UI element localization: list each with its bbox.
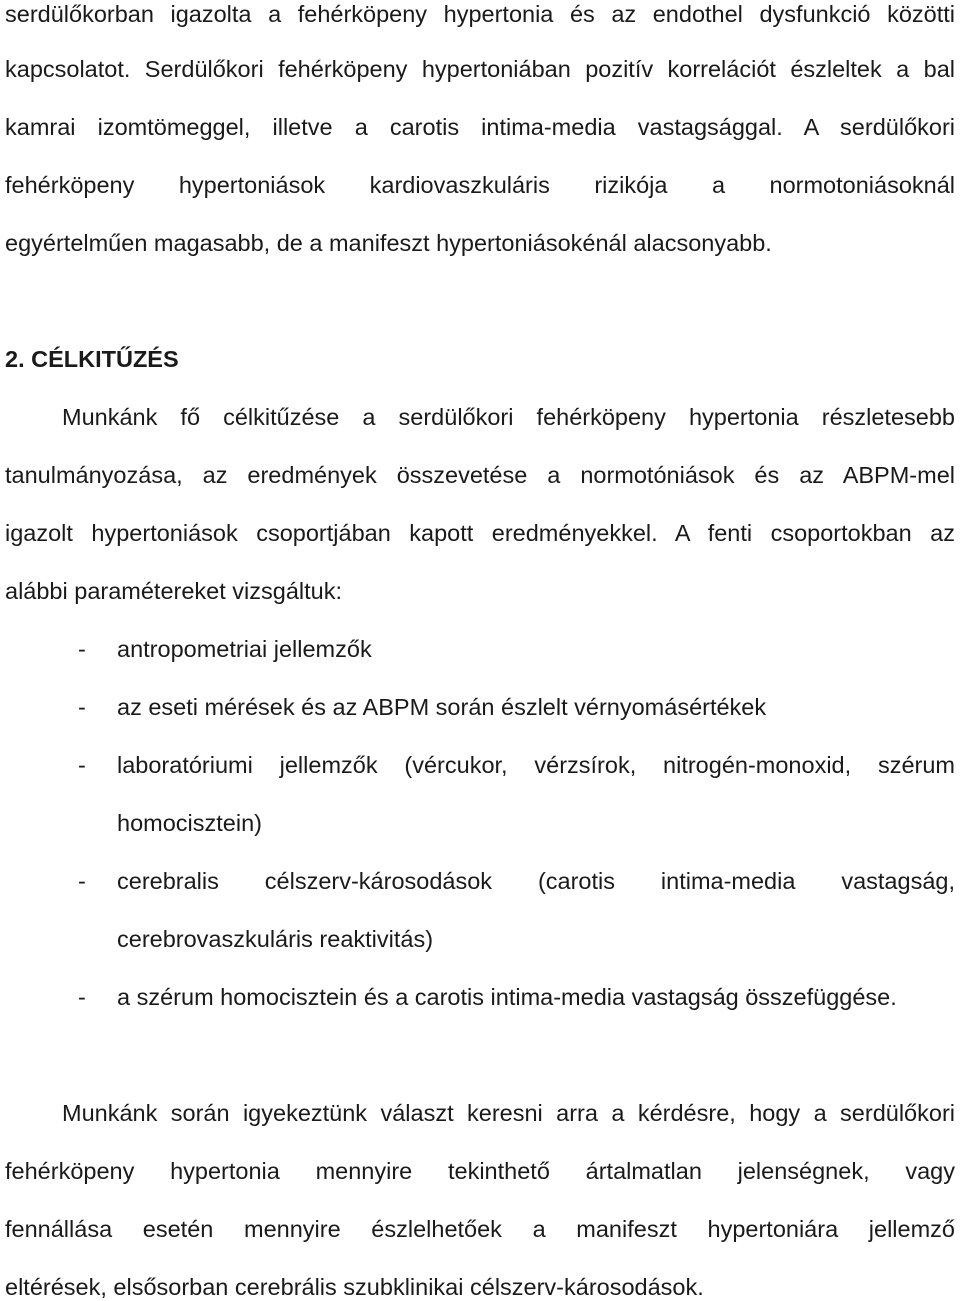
list-dash: - — [78, 694, 86, 720]
list-item-text: laboratóriumi jellemzők (vércukor, vérzsírok, nitrogén-monoxid, szérum — [117, 752, 955, 778]
list-dash: - — [78, 636, 86, 662]
intro-line-5: egyértelműen magasabb, de a manifeszt hypertoniásokénál alacsonyabb. — [5, 230, 772, 256]
list-item-text: az eseti mérések és az ABPM során észlelt vérnyomásértékek — [117, 694, 767, 720]
list-item-text-cont: cerebrovaszkuláris reaktivitás) — [117, 926, 434, 952]
section-heading: 2. CÉLKITŰZÉS — [5, 346, 179, 372]
list-item-text: cerebralis célszerv-károsodások (carotis intima-media vastagság, — [117, 868, 955, 894]
para1-line-3: igazolt hypertoniások csoportjában kapott eredményekkel. A fenti csoportokban az — [5, 520, 955, 546]
list-item-text: antropometriai jellemzők — [117, 636, 372, 662]
intro-line-3: kamrai izomtömeggel, illetve a carotis intima-media vastagsággal. A serdülőkori — [5, 114, 955, 140]
list-item-text: a szérum homocisztein és a carotis intima-media vastagság összefüggése. — [117, 984, 897, 1010]
list-item-text-cont: homocisztein) — [117, 810, 262, 836]
para2-line-3: fennállása esetén mennyire észlelhetőek a manifeszt hypertoniára jellemző — [5, 1216, 955, 1242]
para1-line-1: Munkánk fő célkitűzése a serdülőkori fehérköpeny hypertonia részletesebb — [62, 404, 955, 430]
list-dash: - — [78, 752, 86, 778]
intro-line-2: kapcsolatot. Serdülőkori fehérköpeny hypertoniában pozitív korrelációt észleltek a bal — [5, 56, 955, 82]
intro-line-1: serdülőkorban igazolta a fehérköpeny hypertonia és az endothel dysfunkció közötti — [5, 1, 955, 27]
para2-line-4: eltérések, elsősorban cerebrális szubklinikai célszerv-károsodások. — [5, 1274, 704, 1300]
para2-line-2: fehérköpeny hypertonia mennyire tekinthető ártalmatlan jelenségnek, vagy — [5, 1158, 955, 1184]
intro-line-4: fehérköpeny hypertoniások kardiovaszkuláris rizikója a normotoniásoknál — [5, 172, 955, 198]
para1-line-2: tanulmányozása, az eredmények összevetése a normotóniások és az ABPM-mel — [5, 462, 955, 488]
list-dash: - — [78, 868, 86, 894]
para2-line-1: Munkánk során igyekeztünk választ keresni arra a kérdésre, hogy a serdülőkori — [62, 1100, 955, 1126]
para1-line-4: alábbi paramétereket vizsgáltuk: — [5, 578, 343, 604]
list-dash: - — [78, 984, 86, 1010]
